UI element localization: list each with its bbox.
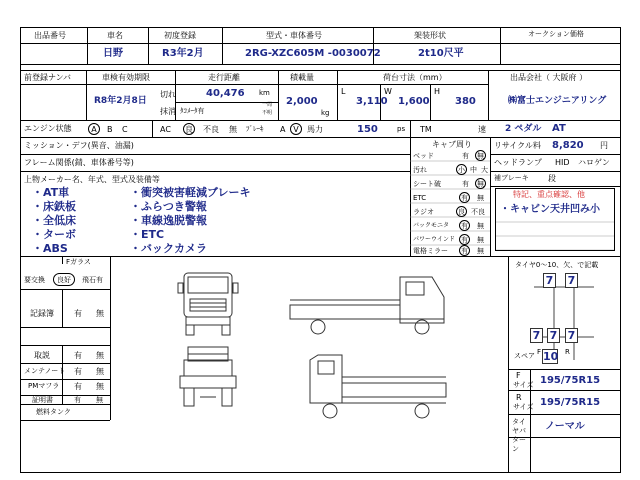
model-label: 型式・車体番号: [266, 31, 322, 40]
mission-label: ミッション・デフ(異音、油漏): [24, 141, 134, 150]
aux-brake-label: 補ブレーキ: [494, 174, 529, 182]
kiregire-label: 切れ: [160, 90, 176, 99]
l-label: L: [341, 87, 346, 96]
meter-change-label: ﾀｺﾒｰﾀ有: [180, 107, 205, 115]
cab-opt-selected: 無: [477, 152, 484, 160]
cab-row-label: ベッド: [413, 152, 434, 160]
tire-pattern-label: タイヤパターン: [512, 418, 526, 453]
tenko-label: 不明: [262, 110, 273, 116]
hp-unit: ps: [397, 125, 406, 133]
cab-opt: 大: [481, 166, 488, 174]
tire-size-label: サイズ: [513, 403, 534, 411]
equip-right-item: ・バックカメラ: [130, 242, 207, 255]
equip-right-item: ・ETC: [130, 228, 165, 241]
cab-row-label: シート破: [413, 180, 441, 188]
cab-title: キャブ周り: [432, 140, 472, 149]
fglass-chip: 飛石有: [82, 276, 103, 284]
cab-opt: 有: [462, 180, 469, 188]
cab-opt: 中: [470, 166, 477, 174]
ac-good: 良: [185, 125, 193, 134]
masshou-label: 抹消: [160, 107, 176, 116]
tire-rear-value: 7: [530, 328, 543, 343]
cab-row-label: パワーウインド: [413, 236, 455, 243]
record-label: PMマフラ: [28, 382, 60, 390]
fglass-good: 良好: [53, 273, 75, 286]
brake-label: ﾌﾞﾚｰｷ: [246, 125, 264, 133]
spare-value: 10: [543, 350, 559, 363]
w-label: W: [384, 87, 392, 96]
tire-rear-value: 7: [565, 328, 578, 343]
equip-left-item: ・床鉄板: [32, 200, 76, 213]
record-opt: 有: [74, 382, 82, 391]
ac-label: AC: [160, 125, 171, 134]
w-value: 1,600: [398, 96, 430, 107]
mileage-unit: km: [259, 89, 270, 97]
cab-row-label: バックモニタ: [413, 222, 450, 229]
cab-opt: 無: [477, 222, 484, 230]
seller-label: 出品会社（ 大阪府 ）: [510, 73, 588, 82]
equip-right-item: ・ふらつき警報: [130, 200, 207, 213]
aux-brake-dan: 段: [548, 174, 556, 183]
l-value: 3,110: [356, 96, 388, 107]
shaken-label: 車検有効期限: [102, 73, 150, 82]
mileage-value: 40,476: [206, 88, 245, 99]
equip-left-item: ・ターボ: [32, 228, 76, 241]
load-label: 積載量: [290, 73, 314, 82]
cab-opt-selected: 有: [461, 194, 468, 202]
engine-grade-b: B: [107, 125, 113, 134]
record-opt: 無: [96, 351, 104, 360]
record-label: 燃料タンク: [36, 408, 71, 416]
engine-grade-a: A: [88, 123, 100, 135]
cab-opt: 有: [462, 152, 469, 160]
cab-opt-selected: 良: [458, 208, 465, 216]
special-title: 特記、重点確認、他: [513, 190, 585, 199]
cab-row-label: 汚れ: [413, 166, 427, 174]
first-reg-label: 初度登録: [164, 31, 196, 40]
prev-plate-label: 前登録ナンバ: [24, 73, 72, 82]
truck-rear-view: [180, 347, 236, 406]
cab-opt-selected: 小: [458, 166, 465, 174]
tire-f-label: F: [516, 371, 521, 380]
tire-r-size: 195/75R15: [540, 397, 601, 408]
tire-pattern-value: ノーマル: [545, 421, 585, 432]
record-opt: 有: [74, 367, 82, 376]
engine-grade-c: C: [122, 125, 128, 134]
equip-right-item: ・衝突被害軽減ブレーキ: [130, 186, 251, 199]
headlamp-hid: HID: [555, 158, 570, 167]
cab-opt-selected: 有: [461, 222, 468, 230]
recycle-value: 8,820: [552, 140, 584, 151]
cab-opt: 無: [477, 247, 484, 255]
record-label: 記録簿: [30, 309, 54, 318]
ac-bad: 不良: [203, 125, 219, 134]
first-reg-value: R3年2月: [162, 48, 204, 59]
spare-f-label: F: [537, 348, 542, 356]
tire-size-label: サイズ: [513, 381, 534, 389]
special-note: ・キャビン天井凹み小: [500, 204, 600, 215]
record-label: 証明書: [32, 396, 53, 404]
equip-left-item: ・ABS: [32, 242, 68, 255]
body-label: 架装形状: [414, 31, 446, 40]
record-opt: 無: [96, 367, 104, 376]
h-value: 380: [455, 96, 476, 107]
option-price-label: オークション価格: [528, 30, 584, 38]
spare-label: スペア: [514, 352, 535, 360]
h-label: H: [434, 87, 441, 96]
cab-row-label: ラジオ: [413, 208, 434, 216]
cab-opt-selected: 有: [461, 247, 468, 255]
equip-left-item: ・全低床: [32, 214, 76, 227]
seller-value: ㈱富士エンジニアリング: [508, 96, 607, 106]
equip-left-item: ・AT車: [32, 186, 70, 199]
tire-front-left: 7: [543, 273, 556, 288]
tm-value: AT: [552, 123, 566, 134]
ac-none: 無: [229, 125, 237, 134]
cab-opt-selected: 無: [477, 180, 484, 188]
record-opt: 有: [74, 309, 82, 318]
cab-row-label: 電格ミラー: [413, 247, 448, 255]
load-value: 2,000: [286, 96, 318, 107]
maker-label: 車名: [107, 31, 123, 40]
spare-r-label: R: [565, 348, 570, 356]
pedal-value: 2 ペダル: [505, 124, 542, 134]
equip-title: 上物メーカー名、年式、型式及装備等: [24, 175, 160, 184]
record-opt: 有: [74, 351, 82, 360]
cab-row-label: ETC: [413, 194, 427, 202]
mileage-label: 走行距離: [208, 73, 240, 82]
record-opt: 無: [96, 396, 103, 404]
recycle-unit: 円: [600, 141, 608, 150]
tire-f-size: 195/75R15: [540, 375, 601, 386]
record-opt: 有: [74, 396, 81, 404]
model-value: 2RG-XZC605M -0030072: [245, 48, 381, 59]
record-opt: 無: [96, 382, 104, 391]
hp-value: 150: [357, 124, 378, 135]
tire-front-right: 7: [565, 273, 578, 288]
truck-front-view: [178, 273, 238, 335]
export-no-label: 出品番号: [34, 31, 66, 40]
headlamp-halogen: ハロゲン: [578, 158, 610, 167]
isshu-label: 一周: [262, 102, 273, 108]
body-value: 2t10尺平: [418, 48, 464, 59]
record-label: メンテノート: [24, 367, 66, 375]
cab-opt: 無: [477, 236, 484, 244]
truck-side-view: [310, 355, 446, 418]
brake-a: A: [280, 125, 286, 134]
speed-label: 速: [478, 125, 486, 134]
tire-rear-value: 7: [547, 328, 560, 343]
tire-title: タイヤ0〜10、欠、で記載: [515, 261, 599, 269]
engine-label: エンジン状態: [24, 124, 72, 133]
fglass-title: Fガラス: [66, 258, 91, 266]
frame-label: フレーム関係(錆、車体番号等): [24, 158, 134, 167]
headlamp-label: ヘッドランプ: [494, 158, 542, 167]
cab-opt: 無: [477, 194, 484, 202]
fglass-need: 要交換: [24, 276, 45, 284]
cargo-size-label: 荷台寸法（mm）: [383, 73, 447, 82]
equip-right-item: ・車線逸脱警報: [130, 214, 207, 227]
record-opt: 無: [96, 309, 104, 318]
shaken-value: R8年2月8日: [94, 96, 147, 106]
load-unit: kg: [321, 109, 330, 117]
hp-label: 馬力: [307, 125, 323, 134]
cab-opt: 不良: [471, 208, 485, 216]
truck-side-view: [290, 277, 444, 334]
cab-opt-selected: 有: [461, 236, 468, 244]
brake-v: V: [290, 123, 302, 135]
truck-diagram: [170, 265, 500, 435]
tire-r-label: R: [516, 393, 522, 402]
maker-value: 日野: [103, 48, 123, 59]
recycle-label: リサイクル料: [494, 141, 541, 150]
tm-label: TM: [420, 125, 432, 134]
record-label: 取説: [34, 351, 50, 360]
